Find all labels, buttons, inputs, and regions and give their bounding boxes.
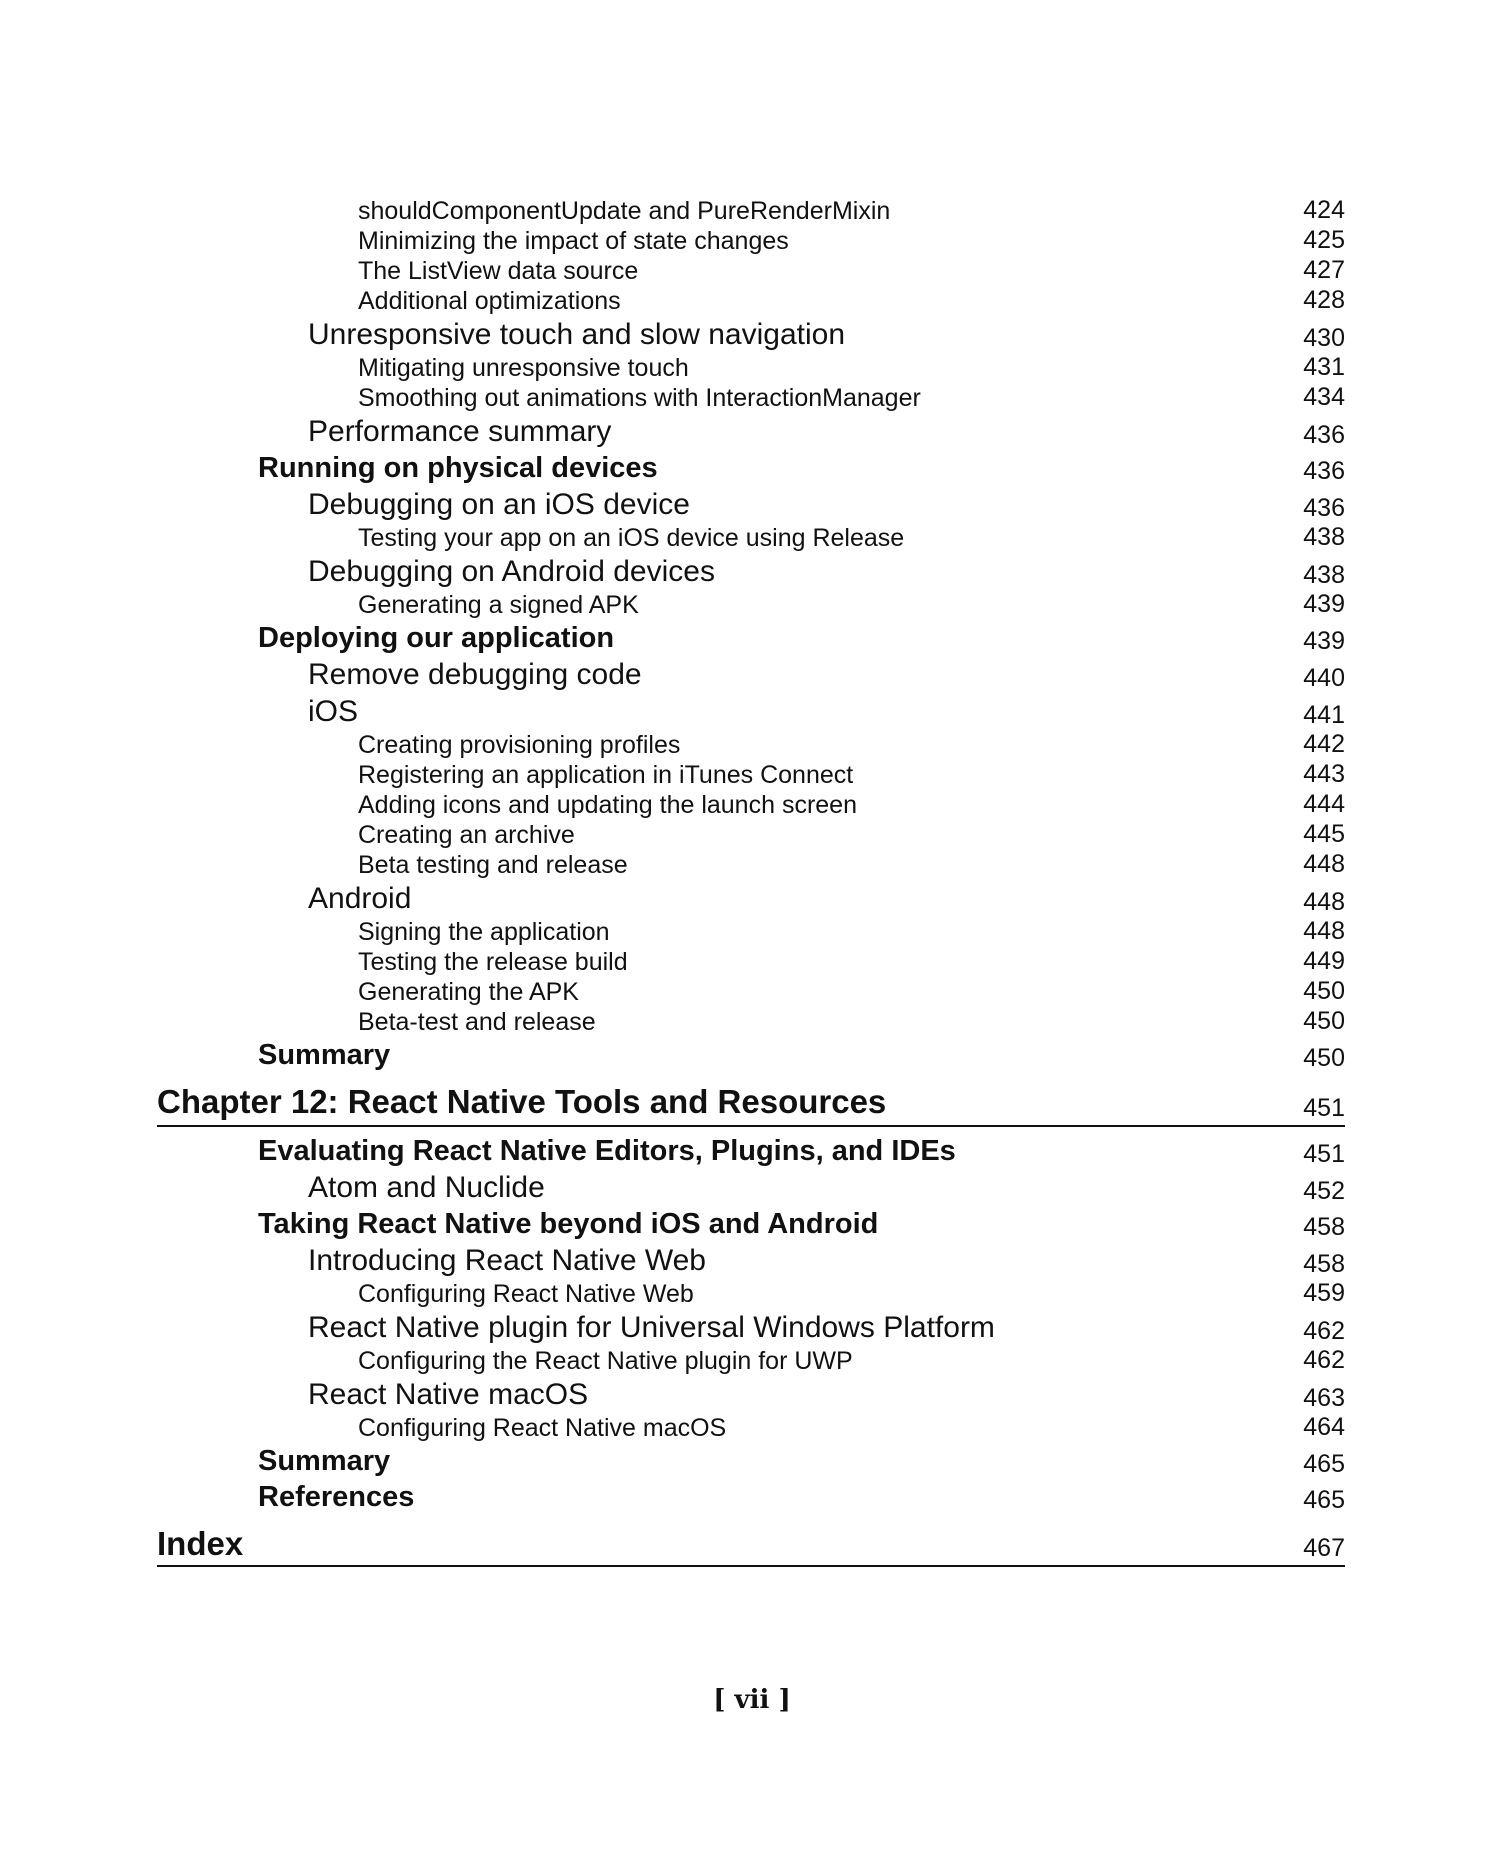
toc-entry-page-number: 458 xyxy=(1303,1250,1345,1278)
toc-entry-level-2[interactable] xyxy=(157,1242,1345,1279)
toc-entry-title: Beta testing and release xyxy=(358,851,628,879)
toc-entry-title: Summary xyxy=(258,1445,391,1477)
toc-entry-title: Beta-test and release xyxy=(358,1008,596,1036)
toc-entry-level-3[interactable] xyxy=(157,590,1345,620)
toc-entry-title: Debugging on Android devices xyxy=(308,555,715,588)
toc-entry-page-number: 445 xyxy=(1303,820,1345,848)
toc-entry-page-number: 458 xyxy=(1303,1213,1345,1241)
toc-entry-level-3[interactable] xyxy=(157,850,1345,880)
toc-entry-page-number: 452 xyxy=(1303,1177,1345,1205)
toc-entry-page-number: 438 xyxy=(1303,561,1345,589)
toc-entry-level-1[interactable] xyxy=(157,450,1345,486)
toc-entry-title: Chapter 12: React Native Tools and Resources xyxy=(157,1083,887,1120)
toc-entry-level-3[interactable] xyxy=(157,383,1345,413)
toc-entry-level-2[interactable] xyxy=(157,1169,1345,1206)
toc-entry-level-3[interactable] xyxy=(157,353,1345,383)
toc-entry-page-number: 463 xyxy=(1303,1384,1345,1412)
toc-entry-title: Creating provisioning profiles xyxy=(358,731,681,759)
toc-entry-page-number: 431 xyxy=(1303,353,1345,381)
toc-entry-level-3[interactable] xyxy=(157,196,1345,226)
toc-entry-level-3[interactable] xyxy=(157,1279,1345,1309)
toc-entry-title: Debugging on an iOS device xyxy=(308,488,690,521)
toc-entry-page-number: 430 xyxy=(1303,324,1345,352)
toc-entry-page-number: 443 xyxy=(1303,760,1345,788)
toc-entry-level-3[interactable] xyxy=(157,917,1345,947)
toc-entry-page-number: 467 xyxy=(1303,1534,1345,1562)
toc-entry-title: Configuring the React Native plugin for UWP xyxy=(358,1347,853,1375)
toc-entry-title: Atom and Nuclide xyxy=(308,1171,545,1204)
toc-entry-title: Configuring React Native Web xyxy=(358,1280,694,1308)
toc-entry-level-2[interactable] xyxy=(157,553,1345,590)
toc-entry-page-number: 424 xyxy=(1303,196,1345,224)
page-number-footer: [ vii ] xyxy=(713,1685,791,1715)
toc-entry-page-number: 444 xyxy=(1303,790,1345,818)
toc-entry-title: Testing your app on an iOS device using Release xyxy=(358,524,905,552)
toc-entry-page-number: 465 xyxy=(1303,1486,1345,1514)
toc-entry-level-2[interactable] xyxy=(157,1376,1345,1413)
toc-entry-title: shouldComponentUpdate and PureRenderMixin xyxy=(358,197,891,225)
toc-entry-page-number: 459 xyxy=(1303,1279,1345,1307)
toc-entry-page-number: 434 xyxy=(1303,383,1345,411)
toc-entry-level-2[interactable] xyxy=(157,656,1345,693)
toc-entry-level-3[interactable] xyxy=(157,226,1345,256)
toc-entry-page-number: 462 xyxy=(1303,1317,1345,1345)
toc-entry-title: Adding icons and updating the launch screen xyxy=(358,791,857,819)
toc-entry-level-3[interactable] xyxy=(157,730,1345,760)
toc-entry-level-1[interactable] xyxy=(157,1206,1345,1242)
toc-entry-title: Creating an archive xyxy=(358,821,575,849)
toc-entry-title: Deploying our application xyxy=(258,622,615,654)
toc-entry-page-number: 462 xyxy=(1303,1346,1345,1374)
toc-entry-level-1[interactable] xyxy=(157,1443,1345,1479)
toc-entry-title: Android xyxy=(308,882,412,915)
toc-entry-level-3[interactable] xyxy=(157,1346,1345,1376)
toc-entry-page-number: 436 xyxy=(1303,457,1345,485)
toc-entry-page-number: 427 xyxy=(1303,256,1345,284)
toc-entry-level-2[interactable] xyxy=(157,316,1345,353)
toc-chapter-entry[interactable] xyxy=(157,1079,1345,1127)
toc-entry-title: Smoothing out animations with InteractionManager xyxy=(358,384,921,412)
toc-entry-page-number: 450 xyxy=(1303,977,1345,1005)
toc-entry-level-2[interactable] xyxy=(157,693,1345,730)
toc-entry-level-3[interactable] xyxy=(157,1007,1345,1037)
toc-entry-level-3[interactable] xyxy=(157,977,1345,1007)
toc-entry-title: Taking React Native beyond iOS and Android xyxy=(258,1208,879,1240)
toc-entry-title: Performance summary xyxy=(308,415,612,448)
toc-entry-level-3[interactable] xyxy=(157,256,1345,286)
toc-entry-title: Introducing React Native Web xyxy=(308,1244,706,1277)
toc-entry-level-2[interactable] xyxy=(157,1309,1345,1346)
toc-entry-level-2[interactable] xyxy=(157,880,1345,917)
toc-entry-title: Additional optimizations xyxy=(358,287,621,315)
toc-entry-title: Remove debugging code xyxy=(308,658,642,691)
toc-entry-title: Generating a signed APK xyxy=(358,591,639,619)
toc-entry-level-1[interactable] xyxy=(157,620,1345,656)
toc-entry-title: Testing the release build xyxy=(358,948,628,976)
toc-entry-page-number: 448 xyxy=(1303,917,1345,945)
toc-entry-page-number: 441 xyxy=(1303,701,1345,729)
toc-entry-level-1[interactable] xyxy=(157,1479,1345,1515)
toc-entry-level-1[interactable] xyxy=(157,1037,1345,1073)
toc-entry-title: Summary xyxy=(258,1039,391,1071)
toc-entry-page-number: 451 xyxy=(1303,1094,1345,1122)
toc-entry-level-3[interactable] xyxy=(157,790,1345,820)
toc-entry-title: References xyxy=(258,1481,415,1513)
toc-entry-title: Minimizing the impact of state changes xyxy=(358,227,789,255)
table-of-contents xyxy=(157,196,1345,1567)
toc-entry-title: The ListView data source xyxy=(358,257,639,285)
toc-entry-level-3[interactable] xyxy=(157,820,1345,850)
toc-entry-level-3[interactable] xyxy=(157,947,1345,977)
toc-entry-title: Unresponsive touch and slow navigation xyxy=(308,318,845,351)
toc-entry-page-number: 442 xyxy=(1303,730,1345,758)
toc-entry-title: Generating the APK xyxy=(358,978,579,1006)
toc-entry-page-number: 450 xyxy=(1303,1007,1345,1035)
toc-entry-level-2[interactable] xyxy=(157,486,1345,523)
toc-entry-level-3[interactable] xyxy=(157,1413,1345,1443)
toc-entry-title: Configuring React Native macOS xyxy=(358,1414,727,1442)
toc-entry-page-number: 449 xyxy=(1303,947,1345,975)
toc-entry-page-number: 428 xyxy=(1303,286,1345,314)
toc-entry-title: iOS xyxy=(308,695,359,728)
toc-entry-title: Running on physical devices xyxy=(258,452,658,484)
toc-entry-page-number: 440 xyxy=(1303,664,1345,692)
toc-entry-title: React Native macOS xyxy=(308,1378,589,1411)
toc-entry-page-number: 451 xyxy=(1303,1140,1345,1168)
toc-entry-title: Index xyxy=(157,1525,244,1562)
toc-entry-page-number: 464 xyxy=(1303,1413,1345,1441)
toc-entry-page-number: 448 xyxy=(1303,888,1345,916)
toc-entry-page-number: 465 xyxy=(1303,1450,1345,1478)
toc-entry-level-2[interactable] xyxy=(157,413,1345,450)
toc-entry-page-number: 450 xyxy=(1303,1044,1345,1072)
toc-entry-level-3[interactable] xyxy=(157,286,1345,316)
toc-entry-title: Evaluating React Native Editors, Plugins, and IDEs xyxy=(258,1135,956,1167)
toc-entry-page-number: 438 xyxy=(1303,523,1345,551)
toc-entry-page-number: 425 xyxy=(1303,226,1345,254)
toc-entry-page-number: 436 xyxy=(1303,494,1345,522)
toc-entry-level-1[interactable] xyxy=(157,1133,1345,1169)
toc-entry-page-number: 439 xyxy=(1303,590,1345,618)
toc-entry-title: Mitigating unresponsive touch xyxy=(358,354,689,382)
toc-entry-title: Registering an application in iTunes Connect xyxy=(358,761,854,789)
toc-entry-page-number: 439 xyxy=(1303,627,1345,655)
toc-entry-page-number: 448 xyxy=(1303,850,1345,878)
toc-entry-title: Signing the application xyxy=(358,918,610,946)
toc-entry-level-3[interactable] xyxy=(157,760,1345,790)
toc-entry-page-number: 436 xyxy=(1303,421,1345,449)
toc-entry-level-3[interactable] xyxy=(157,523,1345,553)
toc-chapter-entry[interactable] xyxy=(157,1523,1345,1567)
toc-entry-title: React Native plugin for Universal Windows Platform xyxy=(308,1311,995,1344)
